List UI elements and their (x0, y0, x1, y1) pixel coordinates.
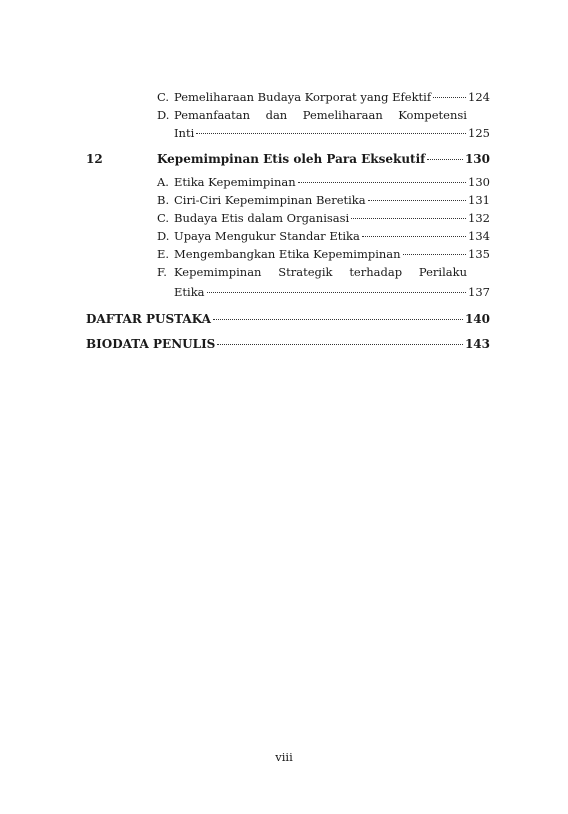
entry-page: 137 (468, 285, 490, 299)
entry-page: 131 (468, 193, 490, 207)
toc-entry (157, 175, 490, 189)
toc-entry (157, 229, 490, 243)
entry-letter: B. (157, 193, 170, 207)
toc-entry-line2 (174, 285, 490, 299)
entry-word: Perilaku (418, 265, 467, 279)
chapter-title: Kepemimpinan Etis oleh Para Eksekutif (157, 152, 426, 166)
entry-page: 125 (468, 126, 490, 140)
entry-word: Pemeliharaan (302, 108, 383, 122)
entry-title: Budaya Etis dalam Organisasi (174, 211, 350, 225)
toc-entry-line2 (174, 126, 490, 140)
toc-entry (157, 211, 490, 225)
entry-page: 135 (468, 247, 490, 261)
dot-leader (362, 236, 466, 237)
chapter-page: 130 (464, 152, 490, 166)
entry-letter: F. (157, 265, 167, 279)
entry-letter: A. (157, 175, 169, 189)
dot-leader (213, 319, 463, 320)
toc-section-entry (86, 337, 490, 351)
dot-leader (217, 344, 463, 345)
entry-page: 124 (468, 90, 490, 104)
entry-title: Etika (174, 285, 205, 299)
entry-word: Pemanfaatan (174, 108, 251, 122)
dot-leader (207, 292, 467, 293)
toc-chapter-entry (157, 152, 490, 166)
toc-entry (157, 90, 490, 104)
entry-word: terhadap (349, 265, 403, 279)
entry-letter: C. (157, 90, 170, 104)
entry-letter: D. (157, 108, 170, 122)
dot-leader (298, 182, 466, 183)
entry-letter: E. (157, 247, 170, 261)
chapter-number: 12 (86, 152, 103, 166)
section-title: BIODATA PENULIS (86, 337, 216, 351)
section-title: DAFTAR PUSTAKA (86, 312, 211, 326)
section-page: 140 (464, 312, 490, 326)
entry-title: Pemeliharaan Budaya Korporat yang Efektif (174, 90, 432, 104)
dot-leader (368, 200, 466, 201)
dot-leader (351, 218, 466, 219)
toc-section-entry (86, 312, 490, 326)
toc-entry (157, 193, 490, 207)
entry-letter: D. (157, 229, 170, 243)
entry-letter: C. (157, 211, 170, 225)
page-number: viii (275, 750, 293, 764)
dot-leader (433, 97, 466, 98)
entry-word: dan (265, 108, 288, 122)
section-page: 143 (464, 337, 490, 351)
entry-word: Strategik (278, 265, 333, 279)
entry-word: Kepemimpinan (174, 265, 262, 279)
dot-leader (427, 159, 463, 160)
toc-entry-line1 (157, 108, 467, 122)
entry-title: Upaya Mengukur Standar Etika (174, 229, 360, 243)
entry-page: 132 (468, 211, 490, 225)
dot-leader (196, 133, 466, 134)
entry-title: Ciri-Ciri Kepemimpinan Beretika (174, 193, 366, 207)
entry-page: 130 (468, 175, 490, 189)
dot-leader (403, 254, 466, 255)
toc-entry-line1 (157, 265, 467, 279)
entry-title: Etika Kepemimpinan (174, 175, 296, 189)
entry-title: Inti (174, 126, 195, 140)
entry-word: Kompetensi (398, 108, 467, 122)
entry-page: 134 (468, 229, 490, 243)
entry-title: Mengembangkan Etika Kepemimpinan (174, 247, 401, 261)
toc-entry (157, 247, 490, 261)
